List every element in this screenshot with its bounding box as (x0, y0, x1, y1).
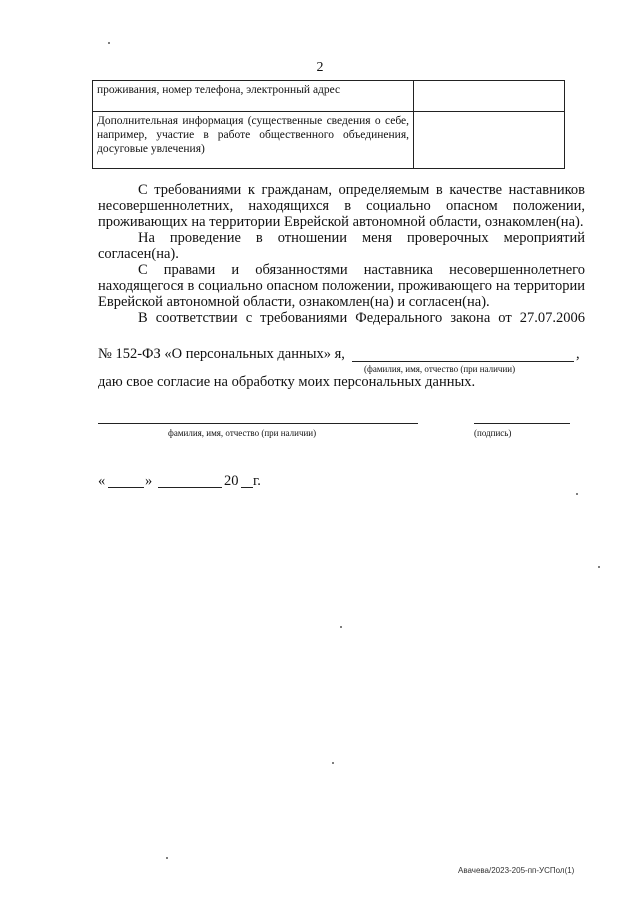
law-number-line: № 152-ФЗ «О персональных данных» я, (98, 346, 345, 362)
date-year-prefix: 20 (224, 473, 239, 489)
date-line (98, 473, 298, 491)
fio-caption: (фамилия, имя, отчество (при наличии) (364, 364, 516, 374)
date-day-line (108, 487, 144, 488)
signature-caption: (подпись) (474, 428, 512, 438)
table-cell-value (414, 81, 565, 112)
table-row (93, 112, 565, 169)
table-cell-value (414, 112, 565, 169)
scan-speck (166, 857, 168, 859)
date-year-suffix: г. (253, 473, 261, 489)
paragraph-rights-duties: С правами и обязанностями наставника несовершеннолетнего находящегося в социально опасном положении, проживающего на территории Еврейской автономной области, ознакомлен(на) и согласен(на). (98, 262, 585, 310)
date-year-line (241, 487, 253, 488)
scan-speck (340, 626, 342, 628)
paragraph-law-reference: В соответствии с требованиями Федерального закона от 27.07.2006 (138, 310, 585, 326)
scan-speck (576, 493, 578, 495)
page-number: 2 (316, 60, 324, 75)
signature-name-line (98, 423, 418, 424)
footer-document-code: Авачева/2023-205-пп-УСПол(1) (458, 866, 575, 875)
consent-body (98, 182, 585, 326)
table-cell-label: проживания, номер телефона, электронный адрес (93, 81, 414, 112)
data-processing-consent: даю свое согласие на обработку моих персональных данных. (98, 374, 476, 390)
comma: , (576, 346, 580, 362)
paragraph-requirements: С требованиями к гражданам, определяемым в качестве наставников несовершеннолетних, находящихся в социально опасном положении, проживающих на территории Еврейской автономной области, ознакомлен(на). (98, 182, 585, 230)
date-close-quote: » (145, 473, 153, 489)
signature-line (474, 423, 570, 424)
scan-speck (598, 566, 600, 568)
signature-name-caption: фамилия, имя, отчество (при наличии) (168, 428, 317, 438)
fio-fill-line (352, 361, 574, 362)
scan-speck (332, 762, 334, 764)
info-table (92, 80, 565, 169)
table-row (93, 81, 565, 112)
date-month-line (158, 487, 222, 488)
date-open-quote: « (98, 473, 106, 489)
scan-speck (108, 42, 110, 44)
table-cell-label: Дополнительная информация (существенные сведения о себе, например, участие в работе общественного объединения, досуговые увлечения) (93, 112, 414, 169)
paragraph-checks-consent: На проведение в отношении меня проверочных мероприятий согласен(на). (98, 230, 585, 262)
